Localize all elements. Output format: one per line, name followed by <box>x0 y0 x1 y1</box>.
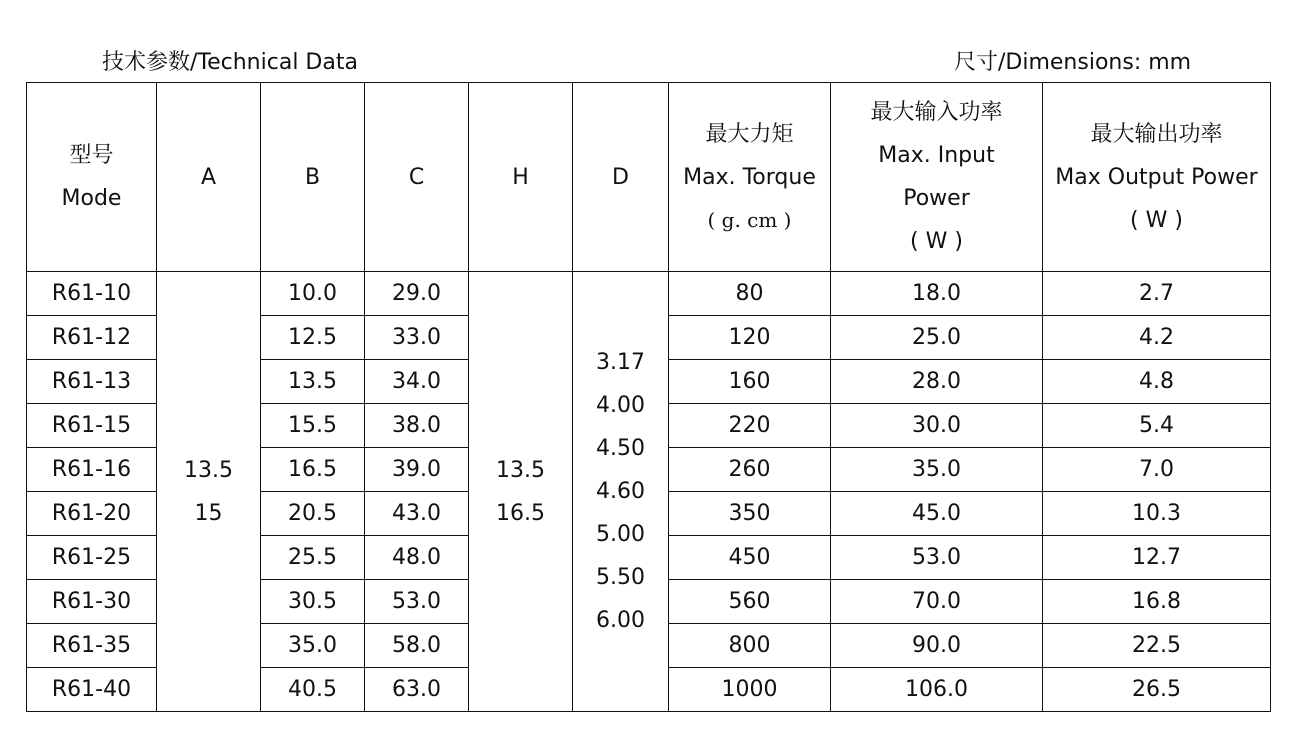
input-power-cell: 35.0 <box>831 448 1043 492</box>
output-power-cell: 4.8 <box>1043 360 1271 404</box>
output-power-cell: 7.0 <box>1043 448 1271 492</box>
a-value: 13.5 <box>184 457 233 483</box>
header-h: H <box>469 83 573 272</box>
header-model-en: Mode <box>61 186 122 211</box>
input-power-cell: 45.0 <box>831 492 1043 536</box>
header-c: C <box>365 83 469 272</box>
d-value: 4.50 <box>596 436 645 461</box>
header-model-cn: 型号 <box>69 143 114 168</box>
model-cell: R61-40 <box>27 668 157 712</box>
model-cell: R61-30 <box>27 580 157 624</box>
c-cell: 58.0 <box>365 624 469 668</box>
torque-cell: 120 <box>669 316 831 360</box>
torque-cell: 560 <box>669 580 831 624</box>
input-power-cell: 30.0 <box>831 404 1043 448</box>
c-cell: 38.0 <box>365 404 469 448</box>
model-cell: R61-12 <box>27 316 157 360</box>
technical-data-table <box>26 82 1271 712</box>
header-a: A <box>157 83 261 272</box>
d-merged-cell <box>573 272 669 712</box>
input-power-cell: 25.0 <box>831 316 1043 360</box>
torque-cell: 450 <box>669 536 831 580</box>
torque-cell: 1000 <box>669 668 831 712</box>
torque-cell: 160 <box>669 360 831 404</box>
input-power-cell: 70.0 <box>831 580 1043 624</box>
header-output-unit: ( W ) <box>1130 207 1183 233</box>
torque-cell: 260 <box>669 448 831 492</box>
output-power-cell: 22.5 <box>1043 624 1271 668</box>
h-value: 13.5 <box>496 457 545 483</box>
header-torque-en: Max. Torque <box>683 164 816 190</box>
d-value: 3.17 <box>596 350 645 375</box>
d-value: 5.00 <box>596 522 645 547</box>
b-cell: 30.5 <box>261 580 365 624</box>
output-power-cell: 2.7 <box>1043 272 1271 316</box>
b-cell: 25.5 <box>261 536 365 580</box>
header-torque-unit: ( g. cm ) <box>707 207 792 232</box>
model-cell: R61-15 <box>27 404 157 448</box>
input-power-cell: 18.0 <box>831 272 1043 316</box>
d-value: 6.00 <box>596 608 645 633</box>
header-output-power <box>1043 83 1271 272</box>
torque-cell: 220 <box>669 404 831 448</box>
output-power-cell: 26.5 <box>1043 668 1271 712</box>
c-cell: 39.0 <box>365 448 469 492</box>
model-cell: R61-25 <box>27 536 157 580</box>
d-value: 4.00 <box>596 393 645 418</box>
model-cell: R61-20 <box>27 492 157 536</box>
header-input-unit: ( W ) <box>910 229 963 254</box>
header-input-en-2: Power <box>903 186 970 211</box>
d-value: 5.50 <box>596 565 645 590</box>
c-cell: 33.0 <box>365 316 469 360</box>
c-cell: 53.0 <box>365 580 469 624</box>
header-input-en-1: Max. Input <box>878 143 995 168</box>
output-power-cell: 12.7 <box>1043 536 1271 580</box>
c-cell: 43.0 <box>365 492 469 536</box>
c-cell: 29.0 <box>365 272 469 316</box>
technical-data-caption: 技术参数/Technical Data <box>102 50 358 75</box>
header-d: D <box>573 83 669 272</box>
header-torque <box>669 83 831 272</box>
a-merged-cell <box>157 272 261 712</box>
output-power-cell: 10.3 <box>1043 492 1271 536</box>
c-cell: 48.0 <box>365 536 469 580</box>
b-cell: 40.5 <box>261 668 365 712</box>
header-torque-cn: 最大力矩 <box>705 121 794 147</box>
b-cell: 13.5 <box>261 360 365 404</box>
input-power-cell: 90.0 <box>831 624 1043 668</box>
header-input-cn: 最大输入功率 <box>870 100 1003 125</box>
b-cell: 16.5 <box>261 448 365 492</box>
dimensions-caption: 尺寸/Dimensions: mm <box>954 50 1192 75</box>
d-value: 4.60 <box>596 479 645 504</box>
header-output-cn: 最大输出功率 <box>1090 121 1223 147</box>
c-cell: 63.0 <box>365 668 469 712</box>
h-merged-cell <box>469 272 573 712</box>
torque-cell: 350 <box>669 492 831 536</box>
b-cell: 15.5 <box>261 404 365 448</box>
header-output-en: Max Output Power <box>1055 164 1258 190</box>
b-cell: 12.5 <box>261 316 365 360</box>
a-value: 15 <box>194 500 223 526</box>
header-model <box>27 83 157 272</box>
c-cell: 34.0 <box>365 360 469 404</box>
torque-cell: 800 <box>669 624 831 668</box>
b-cell: 10.0 <box>261 272 365 316</box>
header-b: B <box>261 83 365 272</box>
model-cell: R61-10 <box>27 272 157 316</box>
table-row <box>27 272 1271 316</box>
model-cell: R61-16 <box>27 448 157 492</box>
header-row <box>27 83 1271 272</box>
model-cell: R61-35 <box>27 624 157 668</box>
b-cell: 20.5 <box>261 492 365 536</box>
h-value: 16.5 <box>496 500 545 526</box>
b-cell: 35.0 <box>261 624 365 668</box>
input-power-cell: 28.0 <box>831 360 1043 404</box>
output-power-cell: 5.4 <box>1043 404 1271 448</box>
model-cell: R61-13 <box>27 360 157 404</box>
torque-cell: 80 <box>669 272 831 316</box>
input-power-cell: 53.0 <box>831 536 1043 580</box>
input-power-cell: 106.0 <box>831 668 1043 712</box>
output-power-cell: 16.8 <box>1043 580 1271 624</box>
output-power-cell: 4.2 <box>1043 316 1271 360</box>
header-input-power <box>831 83 1043 272</box>
